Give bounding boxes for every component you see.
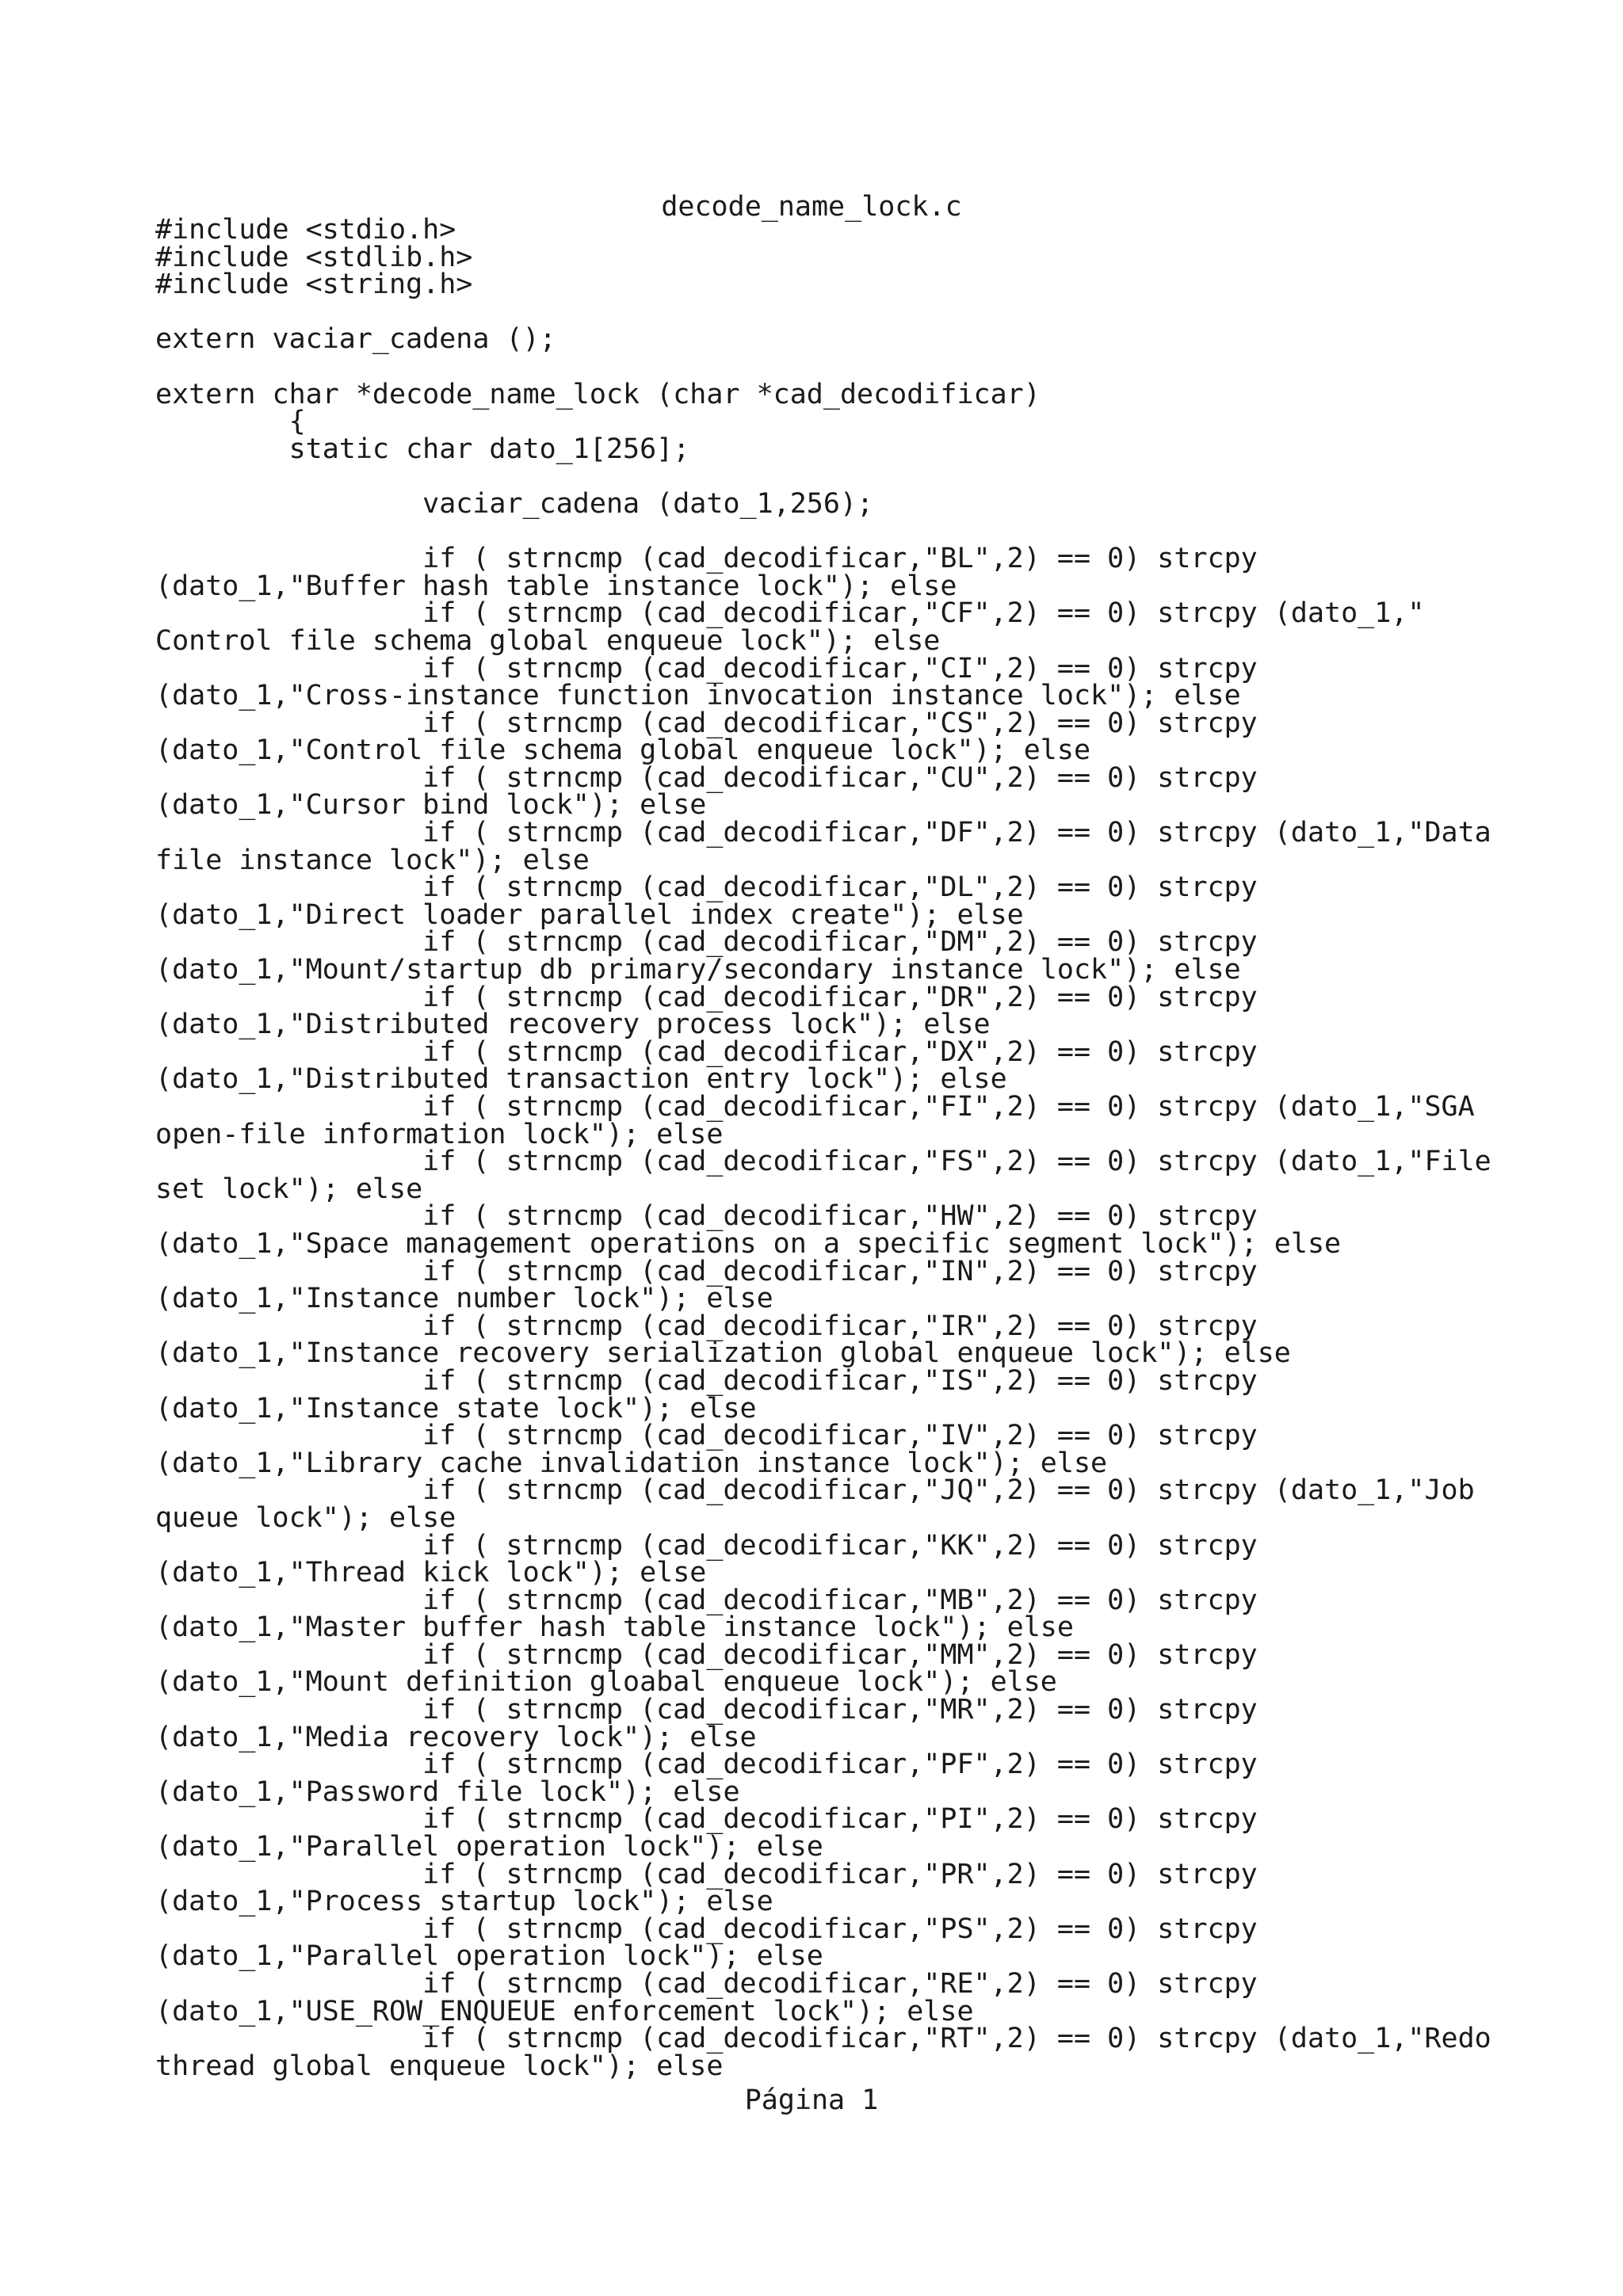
code-line: if ( strncmp (cad_decodificar,"PR",2) == 0) strcpy xyxy=(155,1858,1258,1890)
code-line: if ( strncmp (cad_decodificar,"IR",2) == 0) strcpy xyxy=(155,1310,1258,1342)
code-line xyxy=(155,299,1491,326)
code-line: (dato_1,"Instance number lock"); else xyxy=(155,1283,773,1315)
code-line: (dato_1,"Mount definition gloabal enqueue lock"); else xyxy=(155,1666,1057,1699)
code-line: (dato_1,"Media recovery lock"); else xyxy=(155,1721,757,1753)
code-line: Control file schema global enqueue lock"); else xyxy=(155,624,941,657)
code-line: #include <stdlib.h> xyxy=(155,241,473,273)
code-line: if ( strncmp (cad_decodificar,"RE",2) == 0) strcpy xyxy=(155,1968,1258,2000)
code-line: (dato_1,"Buffer hash table instance lock"); else xyxy=(155,570,957,602)
code-line xyxy=(155,353,1491,381)
code-line xyxy=(155,518,1491,546)
code-line: open-file information lock"); else xyxy=(155,1118,724,1150)
code-line: if ( strncmp (cad_decodificar,"IN",2) == 0) strcpy xyxy=(155,1255,1258,1287)
code-line: queue lock"); else xyxy=(155,1501,456,1534)
code-line: if ( strncmp (cad_decodificar,"DL",2) == 0) strcpy xyxy=(155,871,1258,904)
page-number-footer: Página 1 xyxy=(744,2084,879,2116)
code-line: if ( strncmp (cad_decodificar,"KK",2) == 0) strcpy xyxy=(155,1529,1258,1562)
code-line: if ( strncmp (cad_decodificar,"PS",2) == 0) strcpy xyxy=(155,1913,1258,1945)
code-line: (dato_1,"Master buffer hash table instance lock"); else xyxy=(155,1611,1074,1644)
code-line: if ( strncmp (cad_decodificar,"JQ",2) == 0) strcpy (dato_1,"Job xyxy=(155,1474,1475,1507)
code-line: (dato_1,"Instance recovery serialization global enqueue lock"); else xyxy=(155,1337,1291,1370)
code-line: (dato_1,"Cross-instance function invocation instance lock"); else xyxy=(155,680,1241,712)
code-line: if ( strncmp (cad_decodificar,"DX",2) == 0) strcpy xyxy=(155,1035,1258,1068)
code-line: #include <string.h> xyxy=(155,269,473,301)
code-line: (dato_1,"Parallel operation lock"); else xyxy=(155,1831,823,1863)
code-line: if ( strncmp (cad_decodificar,"DM",2) == 0) strcpy xyxy=(155,926,1258,959)
code-line: vaciar_cadena (dato_1,256); xyxy=(155,487,874,520)
code-line: (dato_1,"Cursor bind lock"); else xyxy=(155,789,707,822)
code-line: (dato_1,"Space management operations on a specific segment lock"); else xyxy=(155,1227,1342,1260)
code-line: if ( strncmp (cad_decodificar,"CF",2) == 0) strcpy (dato_1," xyxy=(155,597,1425,630)
code-line: extern vaciar_cadena (); xyxy=(155,323,556,356)
code-line: (dato_1,"Control file schema global enqueue lock"); else xyxy=(155,734,1091,767)
code-line: file instance lock"); else xyxy=(155,844,590,876)
code-line: extern char *decode_name_lock (char *cad_decodificar) xyxy=(155,378,1041,410)
code-line: if ( strncmp (cad_decodificar,"FS",2) == 0) strcpy (dato_1,"File xyxy=(155,1146,1491,1178)
code-line: #include <stdio.h> xyxy=(155,214,456,246)
code-line: (dato_1,"USE_ROW_ENQUEUE enforcement lock"); else xyxy=(155,1995,974,2027)
code-line: (dato_1,"Distributed transaction entry lock"); else xyxy=(155,1063,1007,1096)
code-line: (dato_1,"Thread kick lock"); else xyxy=(155,1557,707,1589)
code-line: if ( strncmp (cad_decodificar,"RT",2) == 0) strcpy (dato_1,"Redo xyxy=(155,2023,1491,2055)
code-line: (dato_1,"Mount/startup db primary/secondary instance lock"); else xyxy=(155,954,1241,986)
code-line: if ( strncmp (cad_decodificar,"PF",2) == 0) strcpy xyxy=(155,1749,1258,1781)
code-line: if ( strncmp (cad_decodificar,"DR",2) == 0) strcpy xyxy=(155,981,1258,1013)
code-line: if ( strncmp (cad_decodificar,"CS",2) == 0) strcpy xyxy=(155,707,1258,739)
code-line: if ( strncmp (cad_decodificar,"MR",2) == 0) strcpy xyxy=(155,1694,1258,1726)
code-line: static char dato_1[256]; xyxy=(155,433,690,465)
code-line: (dato_1,"Password file lock"); else xyxy=(155,1775,740,1808)
code-line: (dato_1,"Process startup lock"); else xyxy=(155,1886,773,1918)
code-line: if ( strncmp (cad_decodificar,"IS",2) == 0) strcpy xyxy=(155,1364,1258,1397)
code-line: { xyxy=(155,406,306,438)
code-line xyxy=(155,463,1491,490)
code-line: (dato_1,"Instance state lock"); else xyxy=(155,1392,757,1425)
code-line: if ( strncmp (cad_decodificar,"PI",2) == 0) strcpy xyxy=(155,1803,1258,1836)
code-line: set lock"); else xyxy=(155,1173,423,1205)
code-line: (dato_1,"Parallel operation lock"); else xyxy=(155,1940,823,1973)
code-line: if ( strncmp (cad_decodificar,"FI",2) == 0) strcpy (dato_1,"SGA xyxy=(155,1091,1475,1123)
code-line: if ( strncmp (cad_decodificar,"DF",2) == 0) strcpy (dato_1,"Data xyxy=(155,817,1491,849)
code-line: thread global enqueue lock"); else xyxy=(155,2050,724,2082)
code-line: if ( strncmp (cad_decodificar,"CI",2) == 0) strcpy xyxy=(155,652,1258,685)
code-line: (dato_1,"Direct loader parallel index create"); else xyxy=(155,898,1024,931)
document-title: decode_name_lock.c xyxy=(661,191,962,223)
code-line: if ( strncmp (cad_decodificar,"BL",2) == 0) strcpy xyxy=(155,543,1258,575)
code-line: (dato_1,"Library cache invalidation instance lock"); else xyxy=(155,1447,1108,1479)
code-line: if ( strncmp (cad_decodificar,"HW",2) == 0) strcpy xyxy=(155,1200,1258,1233)
code-listing xyxy=(155,216,1491,2080)
code-line: if ( strncmp (cad_decodificar,"IV",2) == 0) strcpy xyxy=(155,1420,1258,1452)
code-line: if ( strncmp (cad_decodificar,"CU",2) == 0) strcpy xyxy=(155,761,1258,794)
code-line: if ( strncmp (cad_decodificar,"MB",2) == 0) strcpy xyxy=(155,1584,1258,1616)
code-line: (dato_1,"Distributed recovery process lock"); else xyxy=(155,1009,991,1041)
code-line: if ( strncmp (cad_decodificar,"MM",2) == 0) strcpy xyxy=(155,1638,1258,1671)
